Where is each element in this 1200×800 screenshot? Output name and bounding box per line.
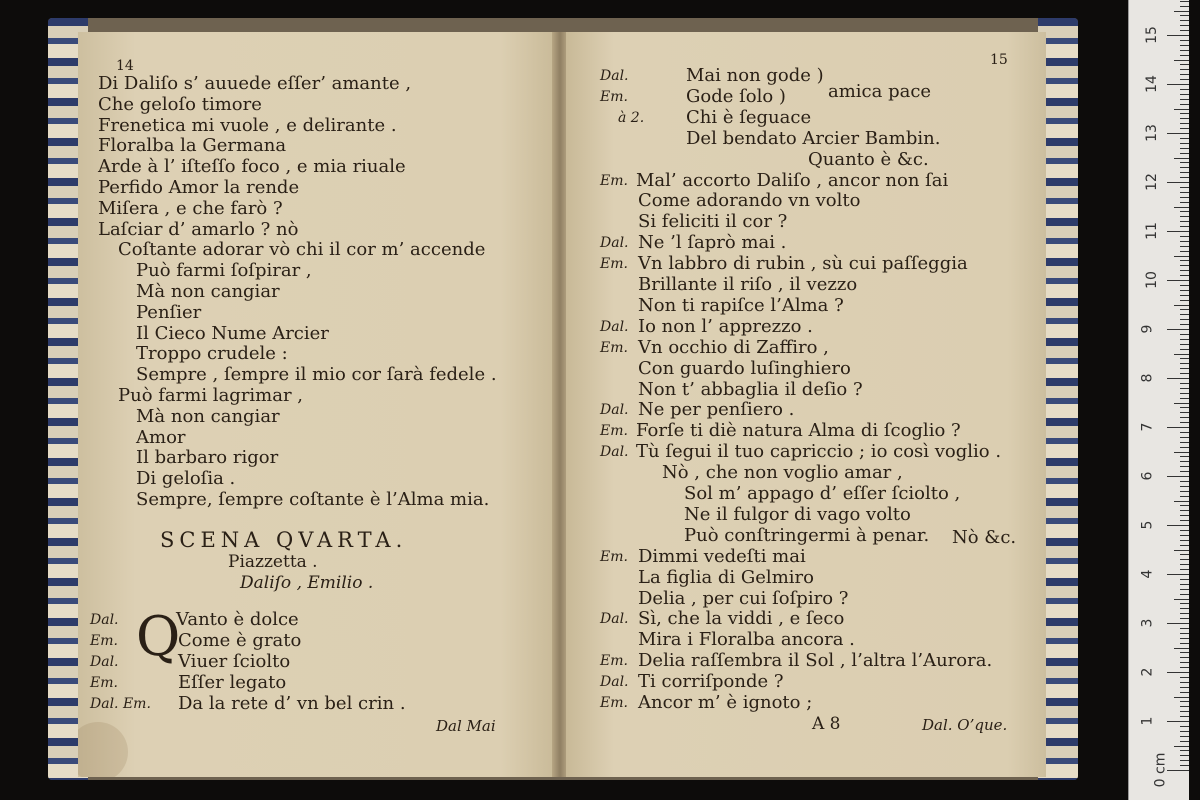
ruler-tick	[1180, 104, 1189, 105]
ruler-label: 12	[1143, 173, 1160, 191]
ruler-tick	[1174, 256, 1189, 257]
ruler-tick	[1180, 251, 1189, 252]
ruler-tick	[1180, 118, 1189, 119]
ruler-label: 5	[1139, 520, 1156, 530]
ruler-tick	[1180, 265, 1189, 266]
ruler-tick	[1174, 207, 1189, 208]
ruler-label: 11	[1143, 222, 1160, 240]
speaker-label: Em.	[600, 653, 628, 670]
ruler-tick	[1180, 123, 1189, 124]
verse-line: Sempre , ſempre il mio cor ſarà fedele .	[136, 364, 497, 386]
ruler-tick	[1180, 711, 1189, 712]
dialogue-line: Con guardo luſinghiero	[638, 357, 851, 379]
ruler-tick	[1180, 618, 1189, 619]
speaker-label: Dal.	[600, 402, 629, 419]
ruler-tick	[1180, 55, 1189, 56]
ruler-tick	[1174, 550, 1189, 551]
dialogue-line: Del bendato Arcier Bambin.	[686, 127, 941, 149]
dialogue-line: Come è grato	[178, 630, 302, 651]
ruler-tick	[1167, 476, 1189, 477]
ruler-tick	[1180, 260, 1189, 261]
ruler-tick	[1180, 687, 1189, 688]
ruler-tick	[1174, 11, 1189, 12]
ruler-tick	[1180, 148, 1189, 149]
ruler-tick	[1180, 677, 1189, 678]
ruler-tick	[1180, 216, 1189, 217]
ruler-tick	[1180, 363, 1189, 364]
speaker-label: Em.	[600, 256, 628, 273]
ruler-tick	[1167, 329, 1189, 330]
ruler-tick	[1180, 692, 1189, 693]
dialogue-line: Come adorando vn volto	[638, 190, 861, 212]
ruler-tick	[1180, 643, 1189, 644]
ruler-tick	[1180, 515, 1189, 516]
ruler-tick	[1180, 192, 1189, 193]
dialogue-line: Ne per penſiero .	[638, 399, 795, 421]
ruler-tick	[1167, 378, 1189, 379]
ruler-tick	[1180, 226, 1189, 227]
ruler-tick	[1180, 407, 1189, 408]
verse-line: Amor	[136, 426, 186, 448]
ruler-tick	[1180, 393, 1189, 394]
ruler-tick	[1180, 682, 1189, 683]
ruler-label: 4	[1139, 569, 1156, 579]
ruler-tick	[1180, 461, 1189, 462]
ruler-tick	[1180, 349, 1189, 350]
ruler-tick	[1167, 721, 1189, 722]
ruler-tick	[1180, 765, 1189, 766]
ruler-tick	[1180, 241, 1189, 242]
dialogue-line: Eſſer legato	[178, 672, 287, 693]
ruler-tick	[1180, 584, 1189, 585]
measurement-ruler	[1128, 0, 1189, 800]
speaker-label: Em.	[600, 172, 628, 189]
speaker-label: à 2.	[618, 109, 645, 126]
ruler-tick	[1180, 603, 1189, 604]
ruler-tick	[1180, 750, 1189, 751]
ruler-tick	[1180, 491, 1189, 492]
speaker-label: Em.	[600, 695, 628, 711]
ruler-tick	[1180, 79, 1189, 80]
bracket-text: amica pace	[828, 81, 932, 102]
ruler-label: 1	[1139, 716, 1156, 726]
ruler-label: 3	[1139, 618, 1156, 628]
ruler-tick	[1167, 133, 1189, 134]
ruler-label: 14	[1143, 75, 1160, 93]
ruler-tick	[1180, 731, 1189, 732]
verse-line: Arde à l’ iſteſſo foco , e mia riuale	[98, 156, 406, 178]
ruler-tick	[1180, 324, 1189, 325]
ruler-tick	[1180, 520, 1189, 521]
verse-line: Coſtante adorar vò chi il cor m’ accende	[118, 239, 486, 261]
ruler-tick	[1180, 530, 1189, 531]
speaker-label: Em.	[600, 339, 628, 356]
ruler-tick	[1180, 285, 1189, 286]
ruler-tick	[1180, 662, 1189, 663]
ruler-tick	[1167, 182, 1189, 183]
ruler-tick	[1180, 608, 1189, 609]
ruler-tick	[1180, 295, 1189, 296]
ruler-label: 10	[1143, 271, 1160, 289]
ruler-tick	[1180, 554, 1189, 555]
ruler-tick	[1180, 726, 1189, 727]
ruler-tick	[1174, 158, 1189, 159]
ruler-tick	[1180, 736, 1189, 737]
speaker-label: Dal.	[90, 612, 119, 628]
ruler-tick	[1180, 471, 1189, 472]
ruler-tick	[1180, 128, 1189, 129]
verse-line: Troppo crudele :	[136, 343, 288, 365]
ruler-tick	[1180, 197, 1189, 198]
ruler-tick	[1180, 505, 1189, 506]
ruler-tick	[1180, 373, 1189, 374]
speaker-label: Dal.	[600, 318, 629, 335]
verse-line: Può farmi lagrimar ,	[118, 385, 304, 406]
ruler-tick	[1180, 319, 1189, 320]
ruler-tick	[1180, 270, 1189, 271]
ruler-tick	[1180, 1, 1189, 2]
dialogue-line: Sì, che la viddi , e ſeco	[638, 608, 845, 630]
verse-line: Floralba la Germana	[98, 135, 287, 157]
page-number: 15	[990, 52, 1008, 68]
ruler-tick	[1180, 579, 1189, 580]
catchword: Dal. O’que.	[922, 716, 1008, 734]
ruler-tick	[1180, 177, 1189, 178]
dialogue-line: Delia , per cui ſoſpiro ?	[638, 587, 849, 609]
ruler-tick	[1180, 481, 1189, 482]
ruler-tick	[1180, 422, 1189, 423]
ruler-label: 15	[1143, 26, 1160, 44]
verse-line: Mà non cangiar	[136, 281, 280, 302]
ruler-tick	[1180, 437, 1189, 438]
ruler-tick	[1180, 50, 1189, 51]
dialogue-line: Delia raſſembra il Sol , l’altra l’Aurora.	[638, 650, 993, 672]
ruler-tick	[1180, 589, 1189, 590]
ruler-tick	[1180, 113, 1189, 114]
ruler-tick	[1174, 109, 1189, 110]
dialogue-line: Quanto è &c.	[808, 148, 929, 170]
ruler-label: 9	[1139, 324, 1156, 334]
ruler-tick	[1167, 574, 1189, 575]
ruler-tick	[1174, 60, 1189, 61]
ruler-tick	[1180, 202, 1189, 203]
dialogue-line: Brillante il riſo , il vezzo	[638, 274, 858, 295]
ruler-tick	[1180, 466, 1189, 467]
verse-line: Di Daliſo s’ auuede eſſer’ amante ,	[98, 73, 412, 94]
ruler-tick	[1180, 486, 1189, 487]
ruler-tick	[1180, 535, 1189, 536]
ruler-tick	[1180, 358, 1189, 359]
speaker-label: Dal.	[600, 674, 629, 691]
scene-location: Piazzetta .	[228, 552, 318, 572]
ruler-label: 7	[1139, 422, 1156, 432]
ruler-tick	[1180, 510, 1189, 511]
ruler-tick	[1180, 64, 1189, 65]
ruler-tick	[1174, 452, 1189, 453]
ruler-tick	[1180, 211, 1189, 212]
dialogue-line: Non ti rapiſce l’Alma ?	[638, 294, 844, 316]
ruler-tick	[1180, 633, 1189, 634]
ruler-tick	[1180, 74, 1189, 75]
ruler-tick	[1180, 706, 1189, 707]
ruler-tick	[1180, 40, 1189, 41]
speaker-label: Em.	[600, 423, 628, 440]
ruler-tick	[1167, 84, 1189, 85]
ruler-tick	[1180, 290, 1189, 291]
ruler-tick	[1180, 69, 1189, 70]
dialogue-line: Mai non gode )	[686, 65, 824, 86]
ruler-tick	[1174, 354, 1189, 355]
ruler-tick	[1180, 246, 1189, 247]
ruler-tick	[1180, 6, 1189, 7]
ruler-tick	[1180, 652, 1189, 653]
ruler-tick	[1180, 447, 1189, 448]
verse-line: Che geloſo timore	[98, 93, 262, 115]
left-page	[78, 32, 558, 777]
ruler-tick	[1180, 309, 1189, 310]
verse-line: Di geloſia .	[136, 468, 236, 490]
dialogue-line: La figlia di Gelmiro	[638, 566, 814, 588]
ruler-tick	[1167, 623, 1189, 624]
speaker-label: Dal.	[600, 444, 629, 461]
speaker-label: Dal.	[600, 611, 629, 628]
speaker-label: Em.	[600, 548, 628, 565]
ruler-tick	[1180, 167, 1189, 168]
ruler-tick	[1180, 657, 1189, 658]
ruler-tick	[1180, 456, 1189, 457]
ruler-tick	[1174, 501, 1189, 502]
dialogue-line: Viuer ſciolto	[178, 651, 291, 672]
ruler-tick	[1180, 741, 1189, 742]
ruler-tick	[1174, 746, 1189, 747]
catchword: Dal Mai	[436, 717, 496, 735]
ruler-tick	[1180, 172, 1189, 173]
dialogue-line: Ti corriſponde ?	[638, 671, 784, 693]
dialogue-line: Io non l’ apprezzo .	[638, 315, 813, 337]
ruler-tick	[1180, 432, 1189, 433]
ruler-tick	[1174, 697, 1189, 698]
ruler-tick	[1180, 559, 1189, 560]
ruler-tick	[1180, 300, 1189, 301]
signature-mark: A 8	[812, 714, 841, 734]
ruler-tick	[1180, 94, 1189, 95]
ruler-tick	[1180, 368, 1189, 369]
ruler-tick	[1167, 280, 1189, 281]
right-page	[566, 32, 1046, 777]
ruler-tick	[1180, 412, 1189, 413]
ruler-tick	[1180, 143, 1189, 144]
verse-line: Frenetica mi vuole , e delirante .	[98, 114, 397, 136]
ruler-tick	[1180, 162, 1189, 163]
speaker-label: Dal. Em.	[90, 696, 151, 712]
ruler-tick	[1180, 383, 1189, 384]
drop-cap: Q	[136, 605, 181, 668]
speaker-label: Dal.	[600, 68, 629, 84]
ruler-tick	[1180, 442, 1189, 443]
verse-line: Perfido Amor la rende	[98, 177, 300, 198]
speaker-label: Em.	[90, 633, 118, 649]
dialogue-line: Tù ſegui il tuo capriccio ; io così voglio .	[636, 441, 1002, 463]
verse-line: Il Cieco Nume Arcier	[136, 322, 329, 344]
ruler-tick	[1180, 417, 1189, 418]
ruler-tick	[1180, 540, 1189, 541]
ruler-tick	[1180, 613, 1189, 614]
ruler-tick	[1167, 770, 1189, 771]
ruler-tick	[1180, 221, 1189, 222]
verse-line: Mà non cangiar	[136, 405, 280, 427]
dialogue-line: Ne ’l ſaprò mai .	[638, 232, 787, 254]
ruler-label: 13	[1143, 124, 1160, 142]
ruler-tick	[1180, 25, 1189, 26]
verse-line: Sempre, ſempre coſtante è l’Alma mia.	[136, 489, 490, 510]
dialogue-line: Da la rete d’ vn bel crin .	[178, 693, 406, 714]
page-number: 14	[116, 58, 134, 74]
ruler-tick	[1167, 672, 1189, 673]
verse-line: Laſciar d’ amarlo ? nò	[98, 218, 299, 240]
page-stain	[78, 722, 128, 777]
ruler-tick	[1180, 344, 1189, 345]
ruler-tick	[1180, 545, 1189, 546]
speaker-label: Em.	[600, 88, 628, 105]
speaker-label: Dal.	[90, 654, 119, 670]
ruler-tick	[1180, 569, 1189, 570]
ruler-tick	[1174, 648, 1189, 649]
dialogue-line: Chi è ſeguace	[686, 106, 812, 128]
dialogue-line: Può conſtringermi à penar.	[684, 524, 930, 546]
ruler-tick	[1180, 398, 1189, 399]
dialogue-line: Vanto è dolce	[176, 609, 299, 630]
dialogue-line: Mira i Floralba ancora .	[638, 629, 855, 651]
ruler-label: 0 cm	[1152, 752, 1169, 788]
dialogue-line: Forſe ti diè natura Alma di ſcoglio ?	[636, 420, 961, 442]
dialogue-line: Mal’ accorto Daliſo , ancor non ſai	[636, 169, 949, 191]
ruler-tick	[1180, 20, 1189, 21]
ruler-label: 8	[1139, 373, 1156, 383]
dialogue-line: Dimmi vedeſti mai	[638, 545, 806, 567]
dialogue-line: Ne il fulgor di vago volto	[684, 503, 911, 525]
ruler-tick	[1180, 667, 1189, 668]
ruler-tick	[1174, 403, 1189, 404]
ruler-tick	[1167, 231, 1189, 232]
ruler-tick	[1167, 35, 1189, 36]
ruler-tick	[1180, 187, 1189, 188]
verse-line: Miſera , e che farò ?	[98, 197, 283, 219]
dialogue-line: Nò , che non voglio amar ,	[662, 462, 903, 484]
refrain-tag: Nò &c.	[952, 527, 1017, 548]
speaker-label: Em.	[90, 675, 118, 691]
ruler-tick	[1180, 701, 1189, 702]
ruler-tick	[1180, 760, 1189, 761]
speaker-label: Dal.	[600, 235, 629, 252]
ruler-tick	[1180, 564, 1189, 565]
dialogue-line: Vn occhio di Zaffiro ,	[638, 336, 829, 358]
ruler-tick	[1180, 496, 1189, 497]
dialogue-line: Non t’ abbaglia il deſio ?	[638, 378, 863, 400]
dialogue-line: Ancor m’ è ignoto ;	[638, 692, 813, 713]
ruler-tick	[1180, 339, 1189, 340]
verse-line: Penſier	[136, 301, 202, 323]
ruler-tick	[1174, 599, 1189, 600]
ruler-tick	[1180, 334, 1189, 335]
ruler-tick	[1167, 427, 1189, 428]
dialogue-line: Gode ſolo )	[686, 85, 786, 107]
dialogue-line: Sol m’ appago d’ eſſer ſciolto ,	[684, 483, 961, 504]
ruler-tick	[1180, 45, 1189, 46]
ruler-tick	[1180, 275, 1189, 276]
ruler-tick	[1174, 305, 1189, 306]
ruler-label: 6	[1139, 471, 1156, 481]
ruler-tick	[1180, 138, 1189, 139]
verse-line: Il barbaro rigor	[136, 447, 279, 469]
ruler-tick	[1180, 755, 1189, 756]
ruler-tick	[1180, 153, 1189, 154]
ruler-tick	[1180, 594, 1189, 595]
dialogue-line: Si feliciti il cor ?	[638, 211, 788, 233]
ruler-tick	[1180, 89, 1189, 90]
ruler-tick	[1180, 628, 1189, 629]
ruler-label: 2	[1139, 667, 1156, 677]
scene-characters: Daliſo , Emilio .	[240, 573, 374, 593]
ruler-tick	[1180, 388, 1189, 389]
ruler-tick	[1167, 525, 1189, 526]
ruler-tick	[1180, 99, 1189, 100]
ruler-tick	[1180, 236, 1189, 237]
ruler-tick	[1180, 716, 1189, 717]
ruler-tick	[1180, 30, 1189, 31]
dialogue-line: Vn labbro di rubin , sù cui paſſeggia	[638, 253, 968, 275]
ruler-tick	[1180, 314, 1189, 315]
verse-line: Può farmi ſoſpirar ,	[136, 260, 312, 282]
ruler-tick	[1180, 15, 1189, 16]
scene-title: SCENA QVARTA.	[160, 528, 408, 552]
ruler-tick	[1180, 638, 1189, 639]
